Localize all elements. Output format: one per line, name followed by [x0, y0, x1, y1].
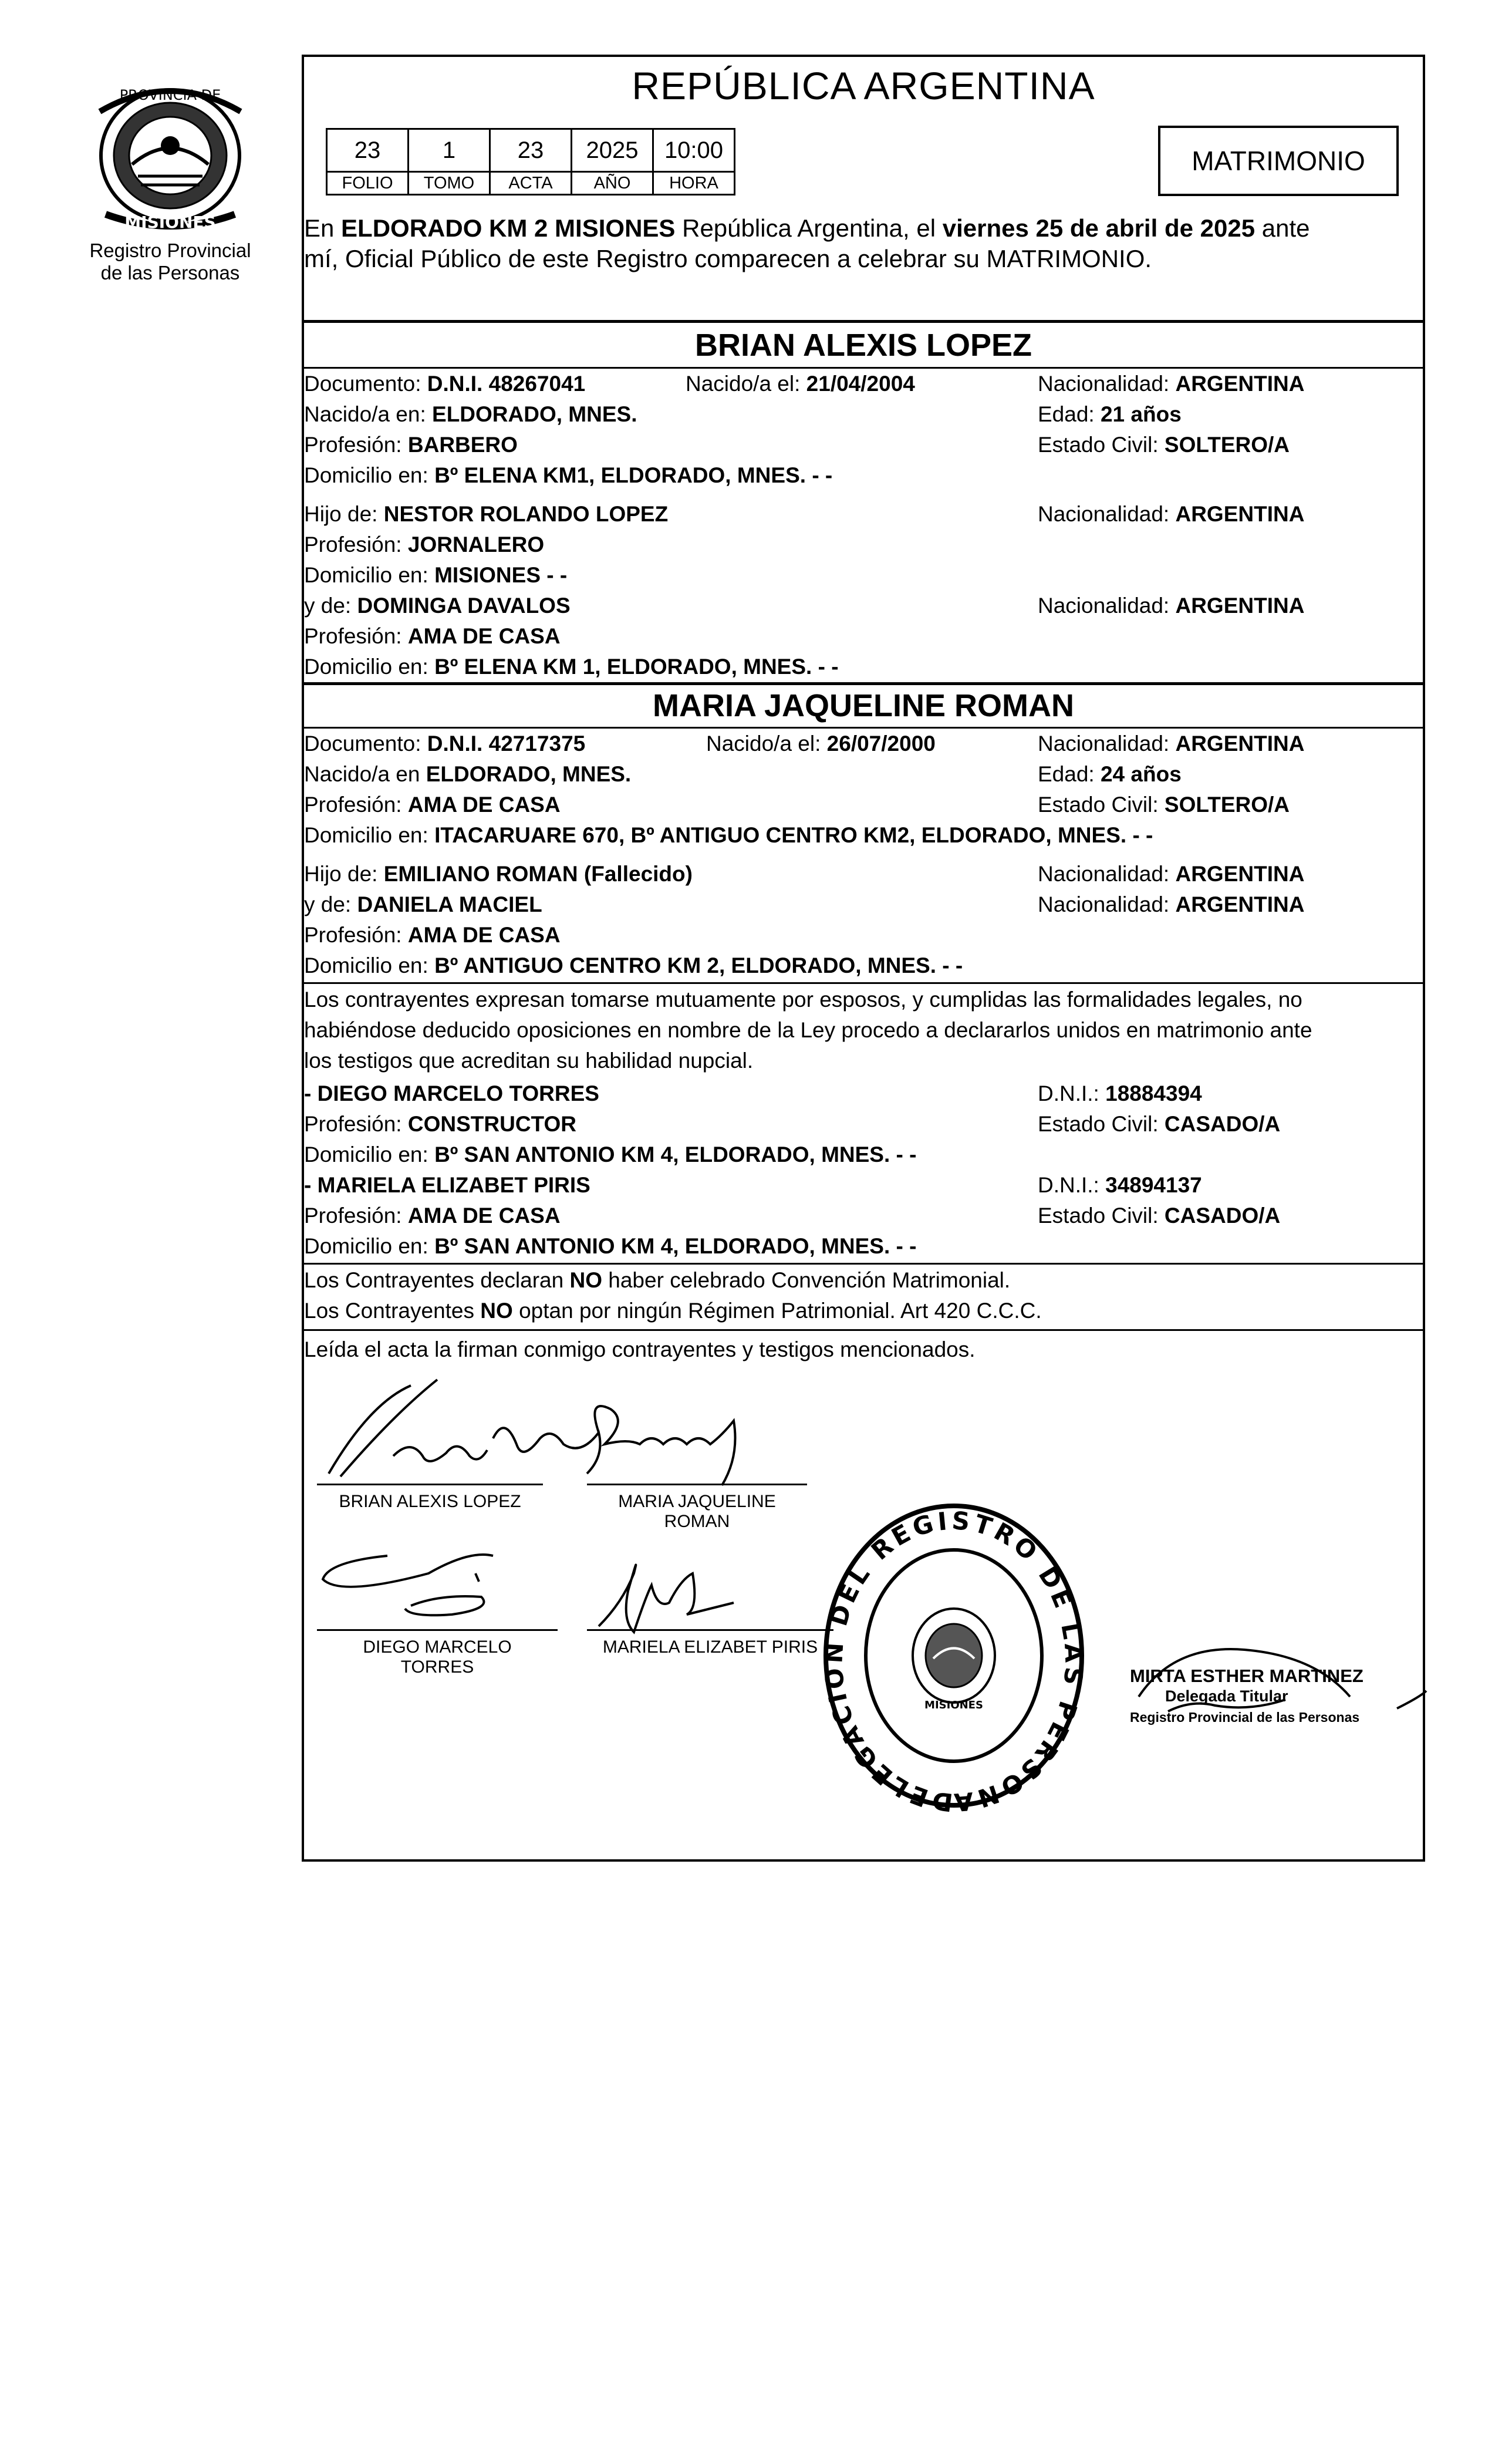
groom-birthplace: Nacido/a en: ELDORADO, MNES.: [304, 402, 637, 426]
declaration-line2: habiéndose deducido oposiciones en nombre de la Ley procedo a declararlos unidos en matrimonio ante: [304, 1018, 1312, 1042]
groom-birthdate: Nacido/a el: 21/04/2004: [686, 372, 915, 396]
groom-nationality: Nacionalidad: ARGENTINA: [1038, 372, 1305, 396]
bride-mother: y de: DANIELA MACIEL: [304, 892, 542, 916]
svg-text:DELEGACION DEL REGISTRO DE LAS: DELEGACION DEL REGISTRO DE LAS PERSONAS KM 2 EL DORADO: [805, 1477, 1089, 1817]
svg-text:PROVINCIA DE: PROVINCIA DE: [119, 87, 221, 103]
witness1-address: Domicilio en: Bº SAN ANTONIO KM 4, ELDORADO, MNES. - -: [304, 1142, 917, 1167]
bride-address: Domicilio en: ITACARUARE 670, Bº ANTIGUO CENTRO KM2, ELDORADO, MNES. - -: [304, 823, 1153, 847]
folio-value: 23: [327, 129, 409, 172]
witness1-profession: Profesión: CONSTRUCTOR: [304, 1112, 576, 1136]
groom-document: Documento: D.N.I. 48267041: [304, 372, 586, 396]
hour-label: HORA: [653, 172, 735, 195]
year-value: 2025: [572, 129, 653, 172]
act-type-box: MATRIMONIO: [1158, 126, 1399, 196]
witness2-signature-line: [587, 1629, 833, 1631]
bride-civil-status: Estado Civil: SOLTERO/A: [1038, 793, 1290, 817]
witness2-profession: Profesión: AMA DE CASA: [304, 1204, 561, 1228]
bride-age: Edad: 24 años: [1038, 762, 1182, 786]
acta-label: ACTA: [490, 172, 572, 195]
official-office: Registro Provincial de las Personas: [1130, 1710, 1360, 1725]
groom-profession: Profesión: BARBERO: [304, 433, 518, 457]
witness2-dni: D.N.I.: 34894137: [1038, 1173, 1202, 1197]
divider: [302, 982, 1425, 984]
bride-mother-profession: Profesión: AMA DE CASA: [304, 923, 561, 947]
bride-profession: Profesión: AMA DE CASA: [304, 793, 561, 817]
witness2-civil-status: Estado Civil: CASADO/A: [1038, 1204, 1281, 1228]
bride-father-nationality: Nacionalidad: ARGENTINA: [1038, 862, 1305, 886]
official-name: MIRTA ESTHER MARTINEZ: [1130, 1666, 1364, 1686]
document-title: REPÚBLICA ARGENTINA: [632, 64, 1095, 107]
groom-address: Domicilio en: Bº ELENA KM1, ELDORADO, MNES. - -: [304, 463, 833, 487]
provincial-crest-icon: [88, 76, 252, 235]
bride-birthplace: Nacido/a en ELDORADO, MNES.: [304, 762, 632, 786]
witness1-signature-line: [317, 1629, 558, 1631]
registry-label-line1: Registro Provincial: [89, 240, 251, 261]
bride-signature-line: [587, 1484, 807, 1485]
folio-table: [326, 128, 735, 195]
bride-mother-address: Domicilio en: Bº ANTIGUO CENTRO KM 2, ELDORADO, MNES. - -: [304, 953, 963, 977]
groom-father-nationality: Nacionalidad: ARGENTINA: [1038, 502, 1305, 526]
registry-label: [82, 240, 258, 284]
groom-signature-caption: BRIAN ALEXIS LOPEZ: [339, 1492, 521, 1511]
registry-label-line2: de las Personas: [100, 262, 240, 284]
bride-mother-nationality: Nacionalidad: ARGENTINA: [1038, 892, 1305, 916]
tomo-label: TOMO: [409, 172, 490, 195]
witness1-dni: D.N.I.: 18884394: [1038, 1081, 1202, 1105]
groom-signature-line: [317, 1484, 543, 1485]
folio-label: FOLIO: [327, 172, 409, 195]
svg-text:MISIONES: MISIONES: [924, 1699, 983, 1711]
intro-line1: En ELDORADO KM 2 MISIONES República Argentina, el viernes 25 de abril de 2025 ante: [304, 214, 1310, 242]
declaration-line3: los testigos que acreditan su habilidad nupcial.: [304, 1049, 754, 1073]
groom-mother-address: Domicilio en: Bº ELENA KM 1, ELDORADO, MNES. - -: [304, 655, 839, 679]
bride-document: Documento: D.N.I. 42717375: [304, 732, 586, 756]
acta-value: 23: [490, 129, 572, 172]
divider: [302, 1263, 1425, 1265]
bride-signature-caption: MARIA JAQUELINE ROMAN: [618, 1492, 776, 1531]
groom-age: Edad: 21 años: [1038, 402, 1182, 426]
hour-value: 10:00: [653, 129, 735, 172]
svg-text:MISIONES: MISIONES: [124, 213, 216, 232]
bride-name-heading: MARIA JAQUELINE ROMAN: [652, 688, 1074, 723]
witness1-name: - DIEGO MARCELO TORRES: [304, 1081, 599, 1105]
declaration-line1: Los contrayentes expresan tomarse mutuamente por esposos, y cumplidas las formalidades legales, no: [304, 987, 1302, 1012]
divider: [302, 320, 1425, 323]
tomo-value: 1: [409, 129, 490, 172]
groom-mother-nationality: Nacionalidad: ARGENTINA: [1038, 594, 1305, 618]
convention-line2: Los Contrayentes NO optan por ningún Régimen Patrimonial. Art 420 C.C.C.: [304, 1299, 1042, 1323]
bride-birthdate: Nacido/a el: 26/07/2000: [706, 732, 936, 756]
witness1-signature-caption: DIEGO MARCELO TORRES: [363, 1637, 512, 1677]
closing-statement: Leída el acta la firman conmigo contrayentes y testigos mencionados.: [304, 1337, 976, 1361]
bride-nationality: Nacionalidad: ARGENTINA: [1038, 732, 1305, 756]
divider: [302, 1329, 1425, 1331]
groom-father-address: Domicilio en: MISIONES - -: [304, 563, 568, 587]
divider: [302, 682, 1425, 685]
intro-line2: mí, Oficial Público de este Registro comparecen a celebrar su MATRIMONIO.: [304, 245, 1152, 272]
groom-father: Hijo de: NESTOR ROLANDO LOPEZ: [304, 502, 669, 526]
groom-mother: y de: DOMINGA DAVALOS: [304, 594, 571, 618]
year-label: AÑO: [572, 172, 653, 195]
convention-line1: Los Contrayentes declaran NO haber celebrado Convención Matrimonial.: [304, 1268, 1011, 1292]
groom-mother-profession: Profesión: AMA DE CASA: [304, 624, 561, 648]
witness2-signature-caption: MARIELA ELIZABET PIRIS: [602, 1637, 818, 1657]
witness2-name: - MARIELA ELIZABET PIRIS: [304, 1173, 590, 1197]
witness1-civil-status: Estado Civil: CASADO/A: [1038, 1112, 1281, 1136]
witness2-address: Domicilio en: Bº SAN ANTONIO KM 4, ELDORADO, MNES. - -: [304, 1234, 917, 1258]
bride-father: Hijo de: EMILIANO ROMAN (Fallecido): [304, 862, 693, 886]
official-role: Delegada Titular: [1165, 1687, 1288, 1705]
groom-father-profession: Profesión: JORNALERO: [304, 532, 545, 557]
groom-name-heading: BRIAN ALEXIS LOPEZ: [694, 328, 1032, 363]
groom-civil-status: Estado Civil: SOLTERO/A: [1038, 433, 1290, 457]
registry-stamp-icon: [805, 1477, 1089, 1817]
